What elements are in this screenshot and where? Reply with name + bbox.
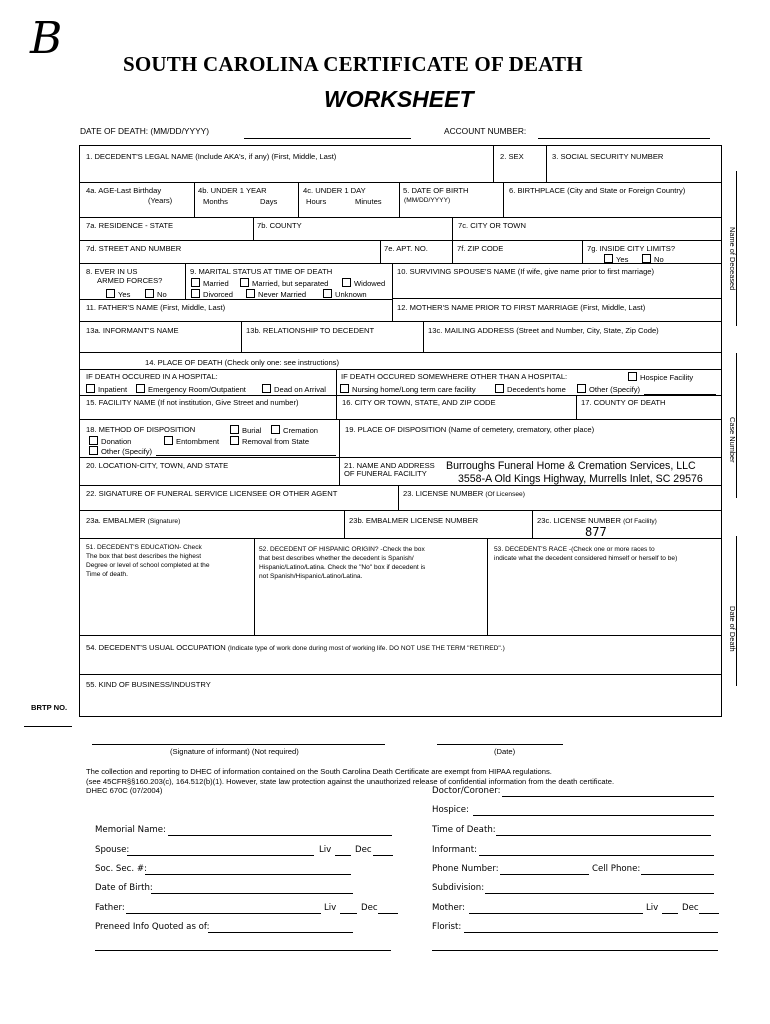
row-line [79, 510, 722, 511]
doctor-coroner-label: Doctor/Coroner: [432, 786, 501, 796]
field-4b-months: Months [203, 197, 228, 206]
field-17-label: 17. COUNTY OF DEATH [581, 398, 666, 407]
field-23-label: 23. LICENSE NUMBER (Of Licensee) [403, 489, 525, 498]
field-23b-label: 23b. EMBALMER LICENSE NUMBER [349, 516, 479, 525]
hospital-header: IF DEATH OCCURED IN A HOSPITAL: [86, 372, 218, 381]
checkbox[interactable] [191, 278, 200, 287]
memorial-name-label: Memorial Name: [95, 825, 166, 835]
row-line [79, 395, 722, 396]
field-7f-label: 7f. ZIP CODE [457, 244, 504, 253]
field-15-label: 15. FACILITY NAME (If not institution, Give Street and number) [86, 398, 299, 407]
place-other[interactable]: Other (Specify) [577, 384, 640, 394]
checkbox[interactable] [145, 289, 154, 298]
row-line [79, 485, 722, 486]
checkbox[interactable] [342, 278, 351, 287]
field-11-label: 11. FATHER'S NAME (First, Middle, Last) [86, 303, 226, 312]
field-9-label: 9. MARITAL STATUS AT TIME OF DEATH [190, 267, 333, 276]
brtp-line[interactable] [24, 726, 72, 727]
facility-license-value: 877 [585, 525, 607, 539]
spouse-dec-label: Dec [355, 845, 372, 855]
checkbox[interactable] [136, 384, 145, 393]
col-line [399, 182, 400, 217]
field-13c-label: 13c. MAILING ADDRESS (Street and Number, City, State, Zip Code) [428, 326, 659, 335]
place-other-line[interactable] [644, 394, 716, 395]
disposition-entombment[interactable]: Entombment [164, 436, 219, 446]
field-12-label: 12. MOTHER'S NAME PRIOR TO FIRST MARRIAGE (First, Middle, Last) [397, 303, 646, 312]
checkbox[interactable] [86, 384, 95, 393]
checkbox[interactable] [340, 384, 349, 393]
field-13a-label: 13a. INFORMANT'S NAME [86, 326, 179, 335]
row-line [79, 299, 392, 300]
place-emergency-room[interactable]: Emergency Room/Outpatient [136, 384, 246, 394]
field-4b-days: Days [260, 197, 278, 206]
funeral-facility-name: Burroughs Funeral Home & Cremation Services, LLC [446, 460, 696, 472]
row-line [79, 369, 722, 370]
col-line [452, 217, 453, 240]
place-decedent-home[interactable]: Decedent's home [495, 384, 566, 394]
col-line [576, 395, 577, 419]
field-4c-minutes: Minutes [355, 197, 382, 206]
mother-label: Mother: [432, 903, 466, 913]
disposition-burial[interactable]: Burial [230, 425, 261, 435]
father-line[interactable] [126, 913, 321, 914]
preneed-label: Preneed Info Quoted as of: [95, 922, 210, 932]
row-line [79, 321, 722, 322]
phone-number-line[interactable] [500, 874, 589, 875]
row-line [392, 298, 722, 299]
checkbox[interactable] [246, 289, 255, 298]
mother-liv-line[interactable] [662, 913, 678, 914]
marital-widowed[interactable]: Widowed [342, 278, 385, 288]
row-line [79, 674, 722, 675]
checkbox[interactable] [240, 278, 249, 287]
checkbox[interactable] [164, 436, 173, 445]
informant-line[interactable] [479, 855, 714, 856]
memorial-name-line[interactable] [168, 835, 392, 836]
col-line [392, 263, 393, 321]
col-line [241, 321, 242, 352]
field-18-label: 18. METHOD OF DISPOSITION [86, 425, 196, 434]
soc-sec-line[interactable] [145, 874, 351, 875]
col-line [254, 538, 255, 635]
row-line [79, 182, 722, 183]
mother-line[interactable] [469, 913, 643, 914]
mother-liv-label: Liv [646, 903, 659, 913]
field-54-label: 54. DECEDENT'S USUAL OCCUPATION (Indicate type of work done during most of working life. DO NOT USE THE TERM "RETIRED".) [86, 643, 505, 652]
checkbox[interactable] [604, 254, 613, 263]
col-line [546, 145, 547, 182]
field-55-label: 55. KIND OF BUSINESS/INDUSTRY [86, 680, 211, 689]
checkbox[interactable] [323, 289, 332, 298]
field-8-label-2: ARMED FORCES? [97, 276, 163, 285]
disposition-removal[interactable]: Removal from State [230, 436, 309, 446]
subdivision-line[interactable] [485, 893, 714, 894]
field-2-label: 2. SEX [500, 152, 524, 161]
field-23c-label: 23c. LICENSE NUMBER (Of Facility) [537, 516, 657, 525]
field-7a-label: 7a. RESIDENCE - STATE [86, 221, 174, 230]
form-subtitle: WORKSHEET [324, 86, 474, 112]
field-3-label: 3. SOCIAL SECURITY NUMBER [552, 152, 664, 161]
phone-number-label: Phone Number: [432, 864, 499, 874]
disposition-other[interactable]: Other (Specify) [89, 446, 152, 456]
funeral-facility-address: 3558-A Old Kings Highway, Murrells Inlet, SC 29576 [458, 473, 703, 485]
checkbox[interactable] [628, 372, 637, 381]
extra-line-right[interactable] [432, 950, 718, 951]
field-23a-label: 23a. EMBALMER (Signature) [86, 516, 181, 525]
checkbox[interactable] [230, 436, 239, 445]
cell-phone-label: Cell Phone: [592, 864, 641, 874]
row-line [79, 538, 722, 539]
mother-dec-line[interactable] [699, 913, 719, 914]
time-of-death-line[interactable] [496, 835, 711, 836]
field-5-label: 5. DATE OF BIRTH [403, 186, 469, 195]
col-line [532, 510, 533, 538]
marital-unknown[interactable]: Unknown [323, 289, 367, 299]
field-8-label: 8. EVER IN US [86, 267, 138, 276]
spouse-liv-label: Liv [319, 845, 332, 855]
checkbox[interactable] [262, 384, 271, 393]
field-4c-label: 4c. UNDER 1 DAY [303, 186, 366, 195]
field-16-label: 16. CITY OR TOWN, STATE, AND ZIP CODE [342, 398, 496, 407]
field-19-label: 19. PLACE OF DISPOSITION (Name of cemetery, crematory, other place) [345, 425, 595, 434]
disposition-cremation[interactable]: Cremation [271, 425, 318, 435]
logo: B [30, 13, 63, 64]
checkbox[interactable] [191, 289, 200, 298]
account-number-line[interactable] [538, 138, 710, 139]
col-line [380, 240, 381, 263]
disposition-other-line[interactable] [156, 455, 336, 456]
row-line [79, 457, 722, 458]
city-limits-no[interactable]: No [642, 254, 664, 264]
informant-signature-caption: (Signature of informant) (Not required) [170, 747, 299, 756]
row-line [79, 419, 722, 420]
field-7e-label: 7e. APT. NO. [384, 244, 428, 253]
spouse-liv-line[interactable] [335, 855, 351, 856]
florist-line[interactable] [464, 932, 718, 933]
informant-label: Informant: [432, 845, 477, 855]
row-line [79, 352, 722, 353]
col-line [336, 369, 337, 419]
field-21-label: 21. NAME AND ADDRESS [344, 461, 435, 470]
side-label-case: Case Number [728, 417, 737, 463]
spouse-line[interactable] [127, 855, 314, 856]
signature-date-line[interactable] [437, 744, 563, 745]
marital-never-married[interactable]: Never Married [246, 289, 306, 299]
father-liv-label: Liv [324, 903, 337, 913]
date-of-death-line[interactable] [244, 138, 411, 139]
field-7d-label: 7d. STREET AND NUMBER [86, 244, 182, 253]
spouse-label: Spouse: [95, 845, 130, 855]
informant-signature-line[interactable] [92, 744, 385, 745]
hospice-label: Hospice: [432, 805, 469, 815]
marital-divorced[interactable]: Divorced [191, 289, 233, 299]
field-22-label: 22. SIGNATURE OF FUNERAL SERVICE LICENSEE OR OTHER AGENT [86, 489, 338, 498]
checkbox[interactable] [642, 254, 651, 263]
place-hospice-facility[interactable]: Hospice Facility [628, 372, 693, 382]
soc-sec-label: Soc. Sec. #: [95, 864, 147, 874]
row-line [79, 217, 722, 218]
col-line [487, 538, 488, 635]
date-of-birth-label: Date of Birth: [95, 883, 153, 893]
col-line [194, 182, 195, 217]
field-4a-label: 4a. AGE-Last Birthday [86, 186, 162, 195]
col-line [423, 321, 424, 352]
field-53-label: 53. DECEDENT'S RACE -(Check one or more races to indicate what the decedent considered himself or herself to be) [494, 546, 678, 562]
side-label-name: Name of Deceased [728, 227, 737, 291]
checkbox[interactable] [106, 289, 115, 298]
col-line [298, 182, 299, 217]
disposition-donation[interactable]: Donation [89, 436, 131, 446]
hospice-line[interactable] [473, 815, 714, 816]
father-dec-line[interactable] [378, 913, 398, 914]
field-7g-label: 7g. INSIDE CITY LIMITS? [587, 244, 676, 253]
col-line [344, 510, 345, 538]
checkbox[interactable] [271, 425, 280, 434]
marital-married[interactable]: Married [191, 278, 229, 288]
father-label: Father: [95, 903, 125, 913]
col-line [452, 240, 453, 263]
field-4a-sub: (Years) [148, 196, 173, 205]
armed-forces-no[interactable]: No [145, 289, 167, 299]
armed-forces-yes[interactable]: Yes [106, 289, 130, 299]
field-10-label: 10. SURVIVING SPOUSE'S NAME (If wife, give name prior to first marriage) [397, 267, 655, 276]
field-14-label: 14. PLACE OF DEATH (Check only one: see instructions) [145, 358, 339, 367]
row-line [79, 240, 722, 241]
city-limits-yes[interactable]: Yes [604, 254, 628, 264]
extra-line-left[interactable] [95, 950, 391, 951]
col-line [185, 263, 186, 299]
mother-dec-label: Dec [682, 903, 699, 913]
field-7b-label: 7b. COUNTY [257, 221, 302, 230]
field-51-label: 51. DECEDENT'S EDUCATION- Check The box that best describes the highest Degree or level of school completed at the Time of death. [86, 544, 210, 578]
checkbox[interactable] [577, 384, 586, 393]
place-inpatient[interactable]: Inpatient [86, 384, 127, 394]
date-of-birth-line[interactable] [151, 893, 353, 894]
field-20-label: 20. LOCATION-CITY, TOWN, AND STATE [86, 461, 229, 470]
checkbox[interactable] [89, 446, 98, 455]
field-6-label: 6. BIRTHPLACE (City and State or Foreign Country) [509, 186, 686, 195]
brtp-label: BRTP NO. [31, 703, 68, 712]
account-number-label: ACCOUNT NUMBER: [444, 126, 527, 136]
marital-married-separated[interactable]: Married, but separated [240, 278, 328, 288]
hipaa-disclaimer: The collection and reporting to DHEC of information contained on the South Carolina Death Certificate are exempt from HIPAA regulations. (see 45CFR§§160.203(c), 164.512(b)(1). However, state law protection against the unauthorized release of confidential information from the death certificate. DHEC 670C (07/2004) [86, 767, 615, 795]
field-52-label: 52. DECEDENT OF HISPANIC ORIGIN? -Check the box that best describes whether the decedent is Spanish/ Hispanic/Latino/Latina. Check the "No" box if decedent is not Spanish/Hispanic/Latino/Latina. [259, 546, 426, 580]
field-21-label-2: OF FUNERAL FACILITY [344, 469, 427, 478]
preneed-line[interactable] [208, 932, 353, 933]
checkbox[interactable] [230, 425, 239, 434]
field-4b-label: 4b. UNDER 1 YEAR [198, 186, 267, 195]
place-nursing-home[interactable]: Nursing home/Long term care facility [340, 384, 476, 394]
checkbox[interactable] [89, 436, 98, 445]
field-5-format: (MM/DD/YYYY) [404, 197, 451, 204]
field-7c-label: 7c. CITY OR TOWN [458, 221, 526, 230]
doctor-coroner-line[interactable] [502, 796, 714, 797]
signature-date-caption: (Date) [494, 747, 516, 756]
cell-phone-line[interactable] [641, 874, 714, 875]
col-line [398, 485, 399, 510]
field-1-label: 1. DECEDENT'S LEGAL NAME (Include AKA's, if any) (First, Middle, Last) [86, 152, 337, 161]
florist-label: Florist: [432, 922, 462, 932]
row-line [79, 635, 722, 636]
field-4c-hours: Hours [306, 197, 327, 206]
time-of-death-label: Time of Death: [432, 825, 496, 835]
spouse-dec-line[interactable] [373, 855, 393, 856]
date-of-death-label: DATE OF DEATH: (MM/DD/YYYY) [80, 126, 210, 136]
subdivision-label: Subdivision: [432, 883, 485, 893]
col-line [582, 240, 583, 263]
col-line [339, 419, 340, 485]
father-liv-line[interactable] [340, 913, 357, 914]
col-line [503, 182, 504, 217]
father-dec-label: Dec [361, 903, 378, 913]
other-header: IF DEATH OCCURED SOMEWHERE OTHER THAN A HOSPITAL: [341, 372, 568, 381]
col-line [253, 217, 254, 240]
checkbox[interactable] [495, 384, 504, 393]
side-label-date: Date of Death [728, 606, 737, 652]
form-title: SOUTH CAROLINA CERTIFICATE OF DEATH [123, 52, 583, 76]
place-dead-on-arrival[interactable]: Dead on Arrival [262, 384, 326, 394]
col-line [493, 145, 494, 182]
field-13b-label: 13b. RELATIONSHIP TO DECEDENT [246, 326, 375, 335]
